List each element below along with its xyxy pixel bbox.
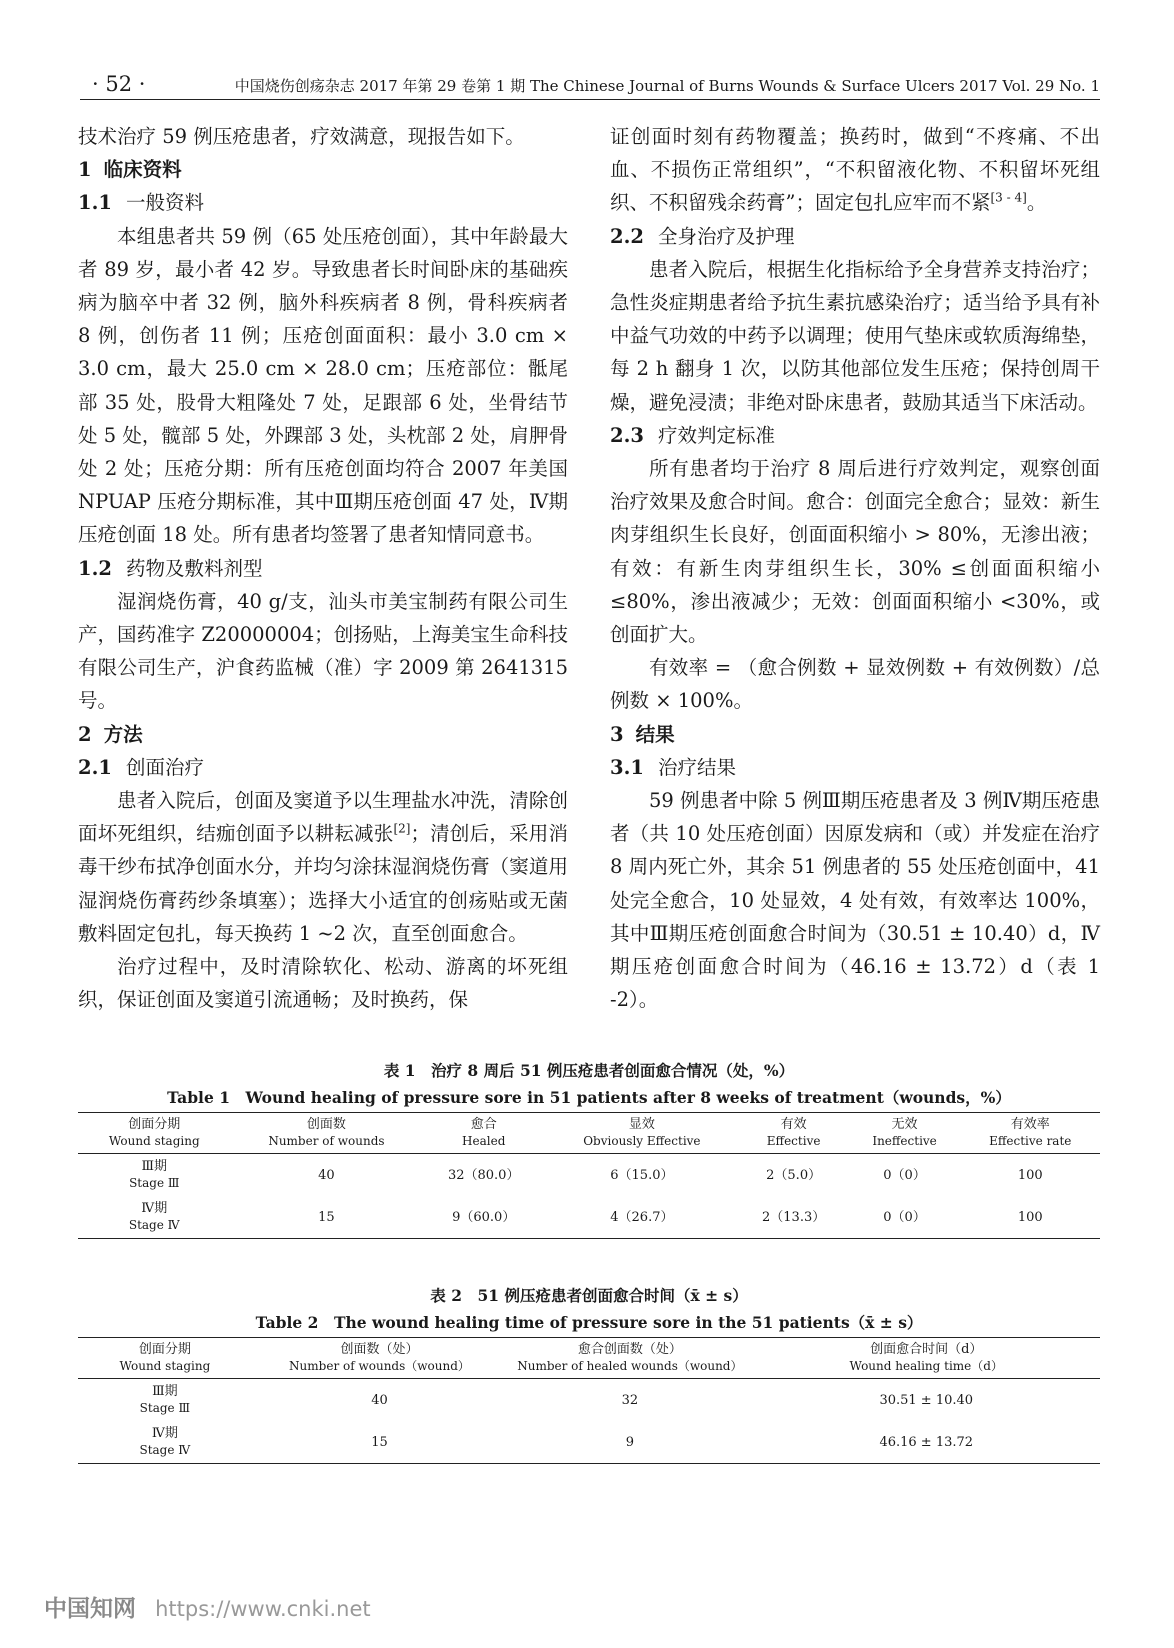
right-column [610,120,1100,1016]
table-cell: 9 [625,1434,634,1450]
table-1-caption-cn: 表 1 治疗 8 周后 51 例压疮患者创面愈合情况（处，%） [383,1061,795,1080]
table-cell: 32 [621,1392,639,1408]
citation: [2] [393,821,411,836]
section-1-heading [78,153,568,186]
table-cell: Ⅳ期 Stage Ⅳ [139,1426,191,1457]
table-header-row [78,1113,1100,1154]
column-header: 无效 Ineffective [872,1117,937,1148]
section-number: 3 [610,722,624,746]
table-row [78,1421,1100,1464]
table-cell: 100 [1017,1209,1043,1225]
section-title: 疗效判定标准 [657,423,775,447]
column-header: 创面愈合时间（d） Wound healing time（d） [849,1342,1003,1373]
section-number: 1.2 [78,556,112,580]
section-number: 2.1 [78,755,112,779]
section-2-2-heading [610,220,1100,253]
table-cell: 30.51 ± 10.40 [879,1392,974,1408]
paragraph-effective-rate: 有效率 = （愈合例数 + 显效例数 + 有效例数）/总例数 × 100%。 [610,656,1100,713]
table-1 [78,1058,1100,1239]
table-2-caption-en: Table 2 The wound healing time of pressure sore in the 51 patients（x̄ ± s） [255,1313,923,1332]
paragraph-criteria: 所有患者均于治疗 8 周后进行疗效判定，观察创面治疗效果及愈合时间。愈合：创面完全愈合；显效：新生肉芽组织生长良好，创面面积缩小 > 80%，无渗出液；有效：有新生肉芽组织生长，30% ≤创面面积缩小 ≤80%，渗出液减少；无效：创面面积缩小 <30%，或创面扩大。 [610,457,1100,647]
section-title: 治疗结果 [657,755,736,779]
page-number: · 52 · [92,72,146,96]
table-cell: 15 [318,1209,335,1225]
paragraph-systemic-care: 患者入院后，根据生化指标给予全身营养支持治疗；急性炎症期患者给予抗生素抗感染治疗；适当给予具有补中益气功效的中药予以调理；使用气垫床或软质海绵垫，每 2 h 翻身 1 次，以防其他部位发生压疮；保持创周干燥，避免浸渍；非绝对卧床患者，鼓励其适当下床活动。 [610,257,1100,414]
section-number: 2.3 [610,423,644,447]
watermark-footer [44,1590,371,1623]
section-title: 临床资料 [103,158,182,182]
citation: [3 - 4] [990,190,1027,205]
paragraph-treatment-process: 治疗过程中，及时清除软化、松动、游离的坏死组织，保证创面及窦道引流通畅；及时换药，保 [78,955,568,1012]
table-row [78,1379,1100,1422]
section-2-1-heading [78,751,568,784]
paragraph-continued: 证创面时刻有药物覆盖；换药时，做到“不疼痛、不出血、不损伤正常组织”，“不积留液化物、不积留坏死组织、不积留残余药膏”；固定包扎应牢而不紧[3 - 4]。 [610,125,1100,215]
column-header: 创面数（处） Number of wounds（wound） [289,1342,470,1373]
table-cell: 6（15.0） [610,1167,674,1183]
column-header: 显效 Obviously Effective [583,1117,701,1148]
section-3-1-heading [610,751,1100,784]
table-cell: 100 [1017,1167,1043,1183]
table-cell: 0（0） [883,1209,926,1225]
paragraph-results: 59 例患者中除 5 例Ⅲ期压疮患者及 3 例Ⅳ期压疮患者（共 10 处压疮创面）因原发病和（或）并发症在治疗 8 周内死亡外，其余 51 例患者的 55 处压疮创面中，41 处完全愈合，10 处显效，4 处有效，有效率达 100%，其中Ⅲ期压疮创面愈合时间为（30.51 ± 10.40）d，Ⅳ期压疮创面愈合时间为（46.16 ± 13.72）d（表 1 -2）。 [610,789,1100,1012]
section-2-3-heading [610,419,1100,452]
table-2 [78,1283,1100,1464]
table-cell: 0（0） [883,1167,926,1183]
section-number: 2.2 [610,224,644,248]
table-header-row [78,1338,1100,1379]
paragraph-wound-treatment: 患者入院后，创面及窦道予以生理盐水冲洗，清除创面坏死组织，结痂创面予以耕耘减张[2]；清创后，采用消毒干纱布拭净创面水分，并均匀涂抹湿润烧伤膏（窦道用湿润烧伤膏药纱条填塞）；选择大小适宜的创疡贴或无菌敷料固定包扎，每天换药 1 ~2 次，直至创面愈合。 [78,789,568,945]
paragraph-general-data: 本组患者共 59 例（65 处压疮创面），其中年龄最大者 89 岁，最小者 42 岁。导致患者长时间卧床的基础疾病为脑卒中者 32 例，脑外科疾病者 8 例，骨科疾病者 8 例，创伤者 11 例；压疮创面面积：最小 3.0 cm × 3.0 cm，最大 25.0 cm × 28.0 cm；压疮部位：骶尾部 35 处，股骨大粗隆处 7 处，足跟部 6 处，坐骨结节处 5 处，髋部 5 处，外踝部 3 处，头枕部 2 处，肩胛骨处 2 处；压疮分期：所有压疮创面均符合 2007 年美国 NPUAP 压疮分期标准，其中Ⅲ期压疮创面 47 处，Ⅳ期压疮创面 18 处。所有患者均签署了患者知情同意书。 [78,224,568,547]
section-title: 结果 [635,722,675,746]
table-cell: 2（13.3） [762,1209,826,1225]
left-column [78,120,568,1016]
section-number: 1 [78,158,92,182]
table-2-caption-cn: 表 2 51 例压疮患者创面愈合时间（x̄ ± s） [430,1286,748,1305]
paragraph-drugs: 湿润烧伤膏，40 g/支，汕头市美宝制药有限公司生产，国药准字 Z20000004；创扬贴，上海美宝生命科技有限公司生产，沪食药监械（准）字 2009 第 2641315 号。 [78,589,568,713]
section-number: 2 [78,722,92,746]
table-cell: Ⅳ期 Stage Ⅳ [128,1201,180,1232]
section-2-heading [78,718,568,751]
table-cell: 9（60.0） [452,1209,516,1225]
column-header: 愈合 Healed [462,1117,506,1148]
table-cell: 32（80.0） [447,1167,520,1183]
journal-title: 中国烧伤创疡杂志 2017 年第 29 卷第 1 期 The Chinese Journal of Burns Wounds & Surface Ulcers 2017 Vol. 29 No. 1 [234,77,1100,95]
cnki-logo-text: 中国知网 [44,1596,136,1622]
table-cell: 46.16 ± 13.72 [879,1434,974,1450]
table-row [78,1196,1100,1239]
column-header: 有效率 Effective rate [989,1117,1072,1148]
table-cell: 4（26.7） [610,1209,674,1225]
table-1-caption-en: Table 1 Wound healing of pressure sore in 51 patients after 8 weeks of treatment（wounds，%） [167,1088,1011,1107]
table-cell: 40 [371,1392,388,1408]
paragraph-intro-end: 技术治疗 59 例压疮患者，疗效满意，现报告如下。 [78,125,525,148]
table-cell: 15 [371,1434,388,1450]
section-title: 一般资料 [125,191,204,215]
table-row [78,1154,1100,1197]
section-title: 全身治疗及护理 [657,224,795,248]
section-title: 创面治疗 [125,755,204,779]
section-title: 方法 [103,722,143,746]
section-1-1-heading [78,186,568,219]
cnki-url[interactable]: https://www.cnki.net [155,1597,371,1621]
section-3-heading [610,718,1100,751]
column-header: 有效 Effective [766,1117,821,1148]
table-cell: Ⅲ期 Stage Ⅲ [129,1159,180,1190]
column-header: 创面分期 Wound staging [119,1342,211,1373]
column-header: 创面数 Number of wounds [268,1117,385,1148]
section-title: 药物及敷料剂型 [125,556,263,580]
column-header: 愈合创面数（处） Number of healed wounds（wound） [517,1342,743,1373]
header-rule [80,99,1100,100]
section-1-2-heading [78,552,568,585]
section-number: 3.1 [610,755,644,779]
column-header: 创面分期 Wound staging [108,1117,200,1148]
table-cell: 40 [318,1167,335,1183]
page-header [80,68,1100,100]
table-cell: Ⅲ期 Stage Ⅲ [139,1384,191,1415]
section-number: 1.1 [78,191,112,215]
table-cell: 2（5.0） [766,1167,822,1183]
